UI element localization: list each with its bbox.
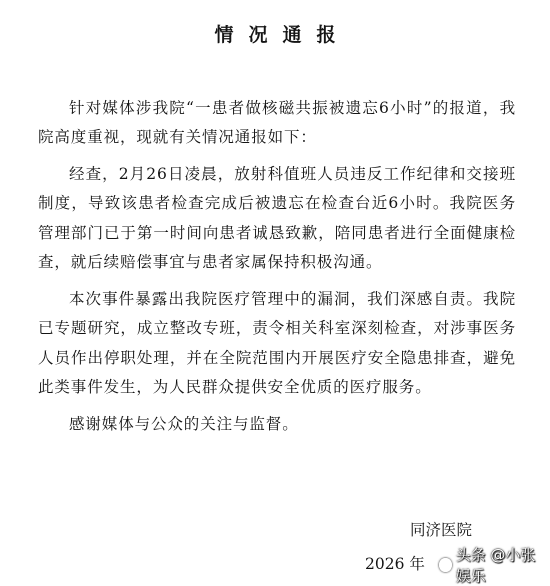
- notice-body: [38, 94, 516, 439]
- paragraph-4: 感谢媒体与公众的关注与监督。: [69, 414, 299, 433]
- watermark-text: 头条 @小张娱乐: [455, 546, 536, 585]
- paragraph-2: 经查，2月26日凌晨，放射科值班人员违反工作纪律和交接班制度，导致该患者检查完成后被遗忘在检查台近6小时。我院医务管理部门已于第一时间向患者诚恳致歉，陪同患者进行全面健康检查，就后续赔偿事宜与患者家属保持积极沟通。: [38, 165, 516, 272]
- paragraph-1: 针对媒体涉我院“一患者做核磁共振被遗忘6小时”的报道，我院高度重视，现就有关情况通报如下：: [38, 99, 516, 147]
- notice-title: 情况通报: [214, 24, 351, 46]
- watermark: [425, 546, 550, 585]
- paragraph-3: 本次事件暴露出我院医疗管理中的漏洞，我们深感自责。我院已专题研究，成立整改专班，责令相关科室深刻检查，对涉事医务人员作出停职处理，并在全院范围内开展医疗安全隐患排查，避免此类事件发生，为人民群众提供安全优质的医疗服务。: [38, 289, 516, 396]
- date: 2026 年: [365, 555, 425, 573]
- signature: 同济医院: [410, 521, 473, 539]
- toutiao-logo-icon: [439, 558, 452, 572]
